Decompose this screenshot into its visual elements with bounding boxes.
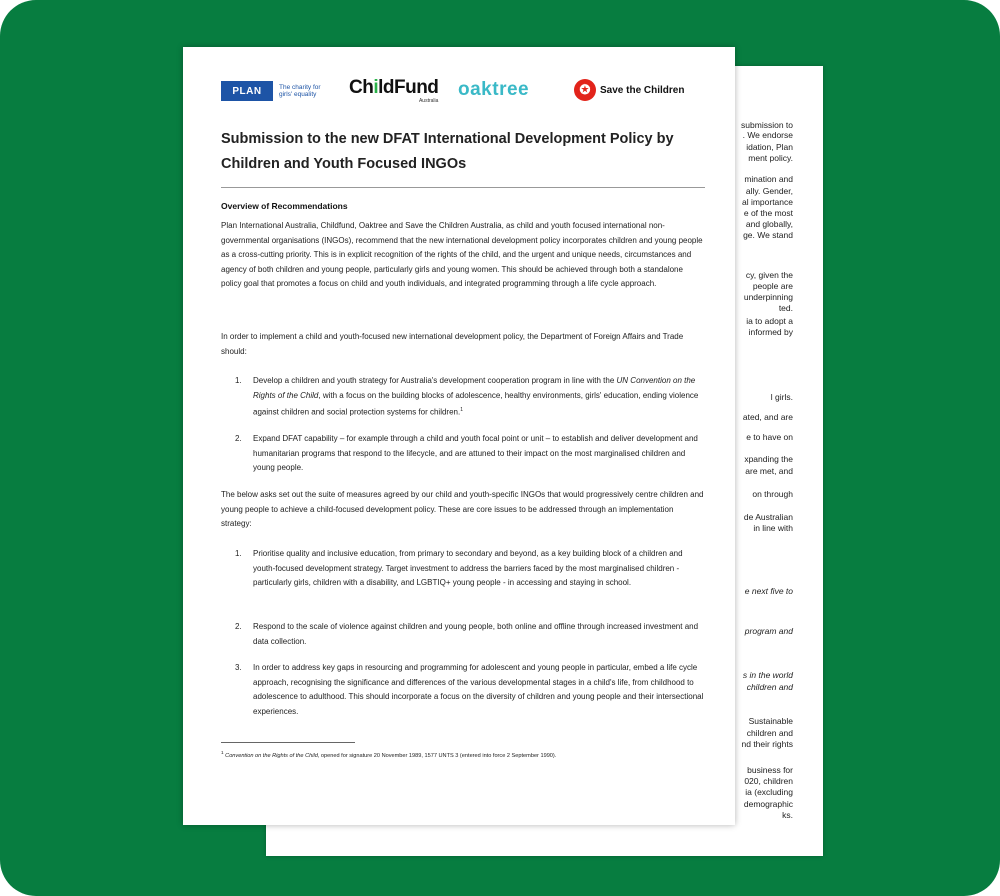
back-page-text-line: nd their rights: [741, 739, 793, 749]
list-item: 2. Respond to the scale of violence against children and young people, both online and offline through increased investment and data collection.: [235, 622, 699, 646]
plan-logo-tagline: The charity for girls' equality: [279, 84, 321, 98]
asks-lead-paragraph: The below asks set out the suite of measures agreed by our child and youth-specific INGOs that would progressively centre children and young people to achieve a child-focused development policy. These are core issues to be addressed through an implementation strategy:: [221, 490, 704, 529]
back-page-text-line: are met, and: [745, 466, 793, 476]
footnote: $^1$ Convention on the Rights of the Child, opened for signature 20 November 1989, 1577 UNTS 3 (entered into force 2 September 1990).: [221, 750, 557, 759]
back-page-text-line: demographic: [743, 799, 793, 809]
back-page-text-line: l girls.: [770, 392, 793, 402]
list-item: 1. Develop a children and youth strategy for Australia's development cooperation program in line with the UN Convention on the Rights of the Child, with a focus on the building blocks of adolescence, healthy environments, girls' education, ending violence against children and social protection systems for children.$^1$: [235, 376, 699, 417]
front-document-page: [183, 47, 735, 825]
plan-international-logo: [221, 81, 329, 101]
back-page-text-line: ge. We stand: [743, 230, 793, 240]
back-page-text-line: idation, Plan: [746, 142, 793, 152]
back-page-text-line: submission to: [741, 120, 793, 130]
back-page-text-line: in line with: [753, 523, 793, 533]
back-page-text-line: de Australian: [743, 512, 793, 522]
dfat-lead-paragraph: In order to implement a child and youth-focused new international development policy, the Department of Foreign Affairs and Trade should:: [221, 332, 684, 356]
list-item: 3. In order to address key gaps in resourcing and programming for adolescent and young people in particular, embed a life cycle approach, recognising the significance and differences of the various developmental stages in a child's life, from childhood to adolescence to adulthood. This should incorporate a focus on the diversity of children and young people and their intersectional experiences.: [235, 663, 704, 716]
back-page-text-line: cy, given the: [745, 270, 793, 280]
back-page-text-line: mination and: [744, 174, 793, 184]
document-title: Submission to the new DFAT International Development Policy by Children and Youth Focused INGOs: [221, 131, 674, 172]
back-page-text-line: people are: [752, 281, 793, 291]
intro-paragraph: Plan International Australia, Childfund, Oaktree and Save the Children Australia, as child and youth focused international non-governmental organisations (INGOs), recommend that the new international development policy incorporates children and young people as a cross-cutting priority. This is in explicit recognition of the rights of the child, and the urgent and unique needs, circumstances and agency of both children and young people, particularly girls and young women. This should be achieved through both a standalone policy goal that promotes a focus on child and youth individuals, and integrated programming through a life cycle approach.: [221, 221, 703, 289]
list-item: 1. Prioritise quality and inclusive education, from primary to secondary and beyond, as a key building block of a children and youth-focused development strategy. Target investment to address the barriers faced by the most marginalised children - particularly girls, children with a disability, and LGBTIQ+ young people - in accessing and staying in school.: [235, 549, 683, 588]
back-page-text-line: ia (excluding: [745, 787, 793, 797]
back-page-text-line: xpanding the: [744, 454, 793, 464]
back-page-text-line: s in the world: [742, 670, 793, 680]
back-page-text-line: ally. Gender,: [745, 186, 793, 196]
back-page-text-line: ment policy.: [748, 153, 793, 163]
back-page-text-line: . We endorse: [742, 130, 793, 140]
back-page-text-line: on through: [752, 489, 793, 499]
back-page-text-line: e next five to: [744, 586, 793, 596]
section-heading: Overview of Recommendations: [221, 201, 348, 211]
back-page-text-line: children and: [746, 728, 793, 738]
save-the-children-logo: ✪ Save the Children: [574, 79, 684, 101]
partner-logos: [221, 75, 701, 109]
back-page-text-line: ia to adopt a: [746, 316, 793, 326]
back-page-text-line: program and: [744, 626, 793, 636]
back-page-text-line: informed by: [748, 327, 793, 337]
back-page-text-line: ated, and are: [742, 412, 793, 422]
back-page-text-line: ks.: [782, 810, 793, 820]
back-page-text-line: al importance: [741, 197, 793, 207]
childfund-logo: ChildFund Australia: [349, 77, 439, 104]
plan-logo-mark: PLAN: [221, 81, 273, 101]
back-page-text-line: e to have on: [746, 432, 793, 442]
childfund-logo-sub: Australia: [418, 98, 439, 104]
back-page-text-line: business for: [747, 765, 793, 775]
back-page-text-line: 020, children: [744, 776, 793, 786]
oaktree-logo: oaktree: [458, 79, 530, 100]
back-page-text-line: Sustainable: [748, 716, 793, 726]
back-page-text-line: ted.: [778, 303, 793, 313]
back-page-text-line: and globally,: [745, 219, 793, 229]
back-page-text-line: underpinning: [743, 292, 793, 302]
footnote-divider: [221, 742, 355, 743]
list-item: 2. Expand DFAT capability – for example through a child and youth focal point or unit – to establish and deliver development and humanitarian programs that respond to the lifecycle, and are attuned to their impact on the most marginalised children and young people.: [235, 434, 698, 473]
back-page-text-line: children and: [746, 682, 793, 692]
save-the-children-figure-icon: ✪: [574, 79, 596, 101]
title-divider: [221, 187, 705, 188]
back-page-text-line: e of the most: [743, 208, 793, 218]
